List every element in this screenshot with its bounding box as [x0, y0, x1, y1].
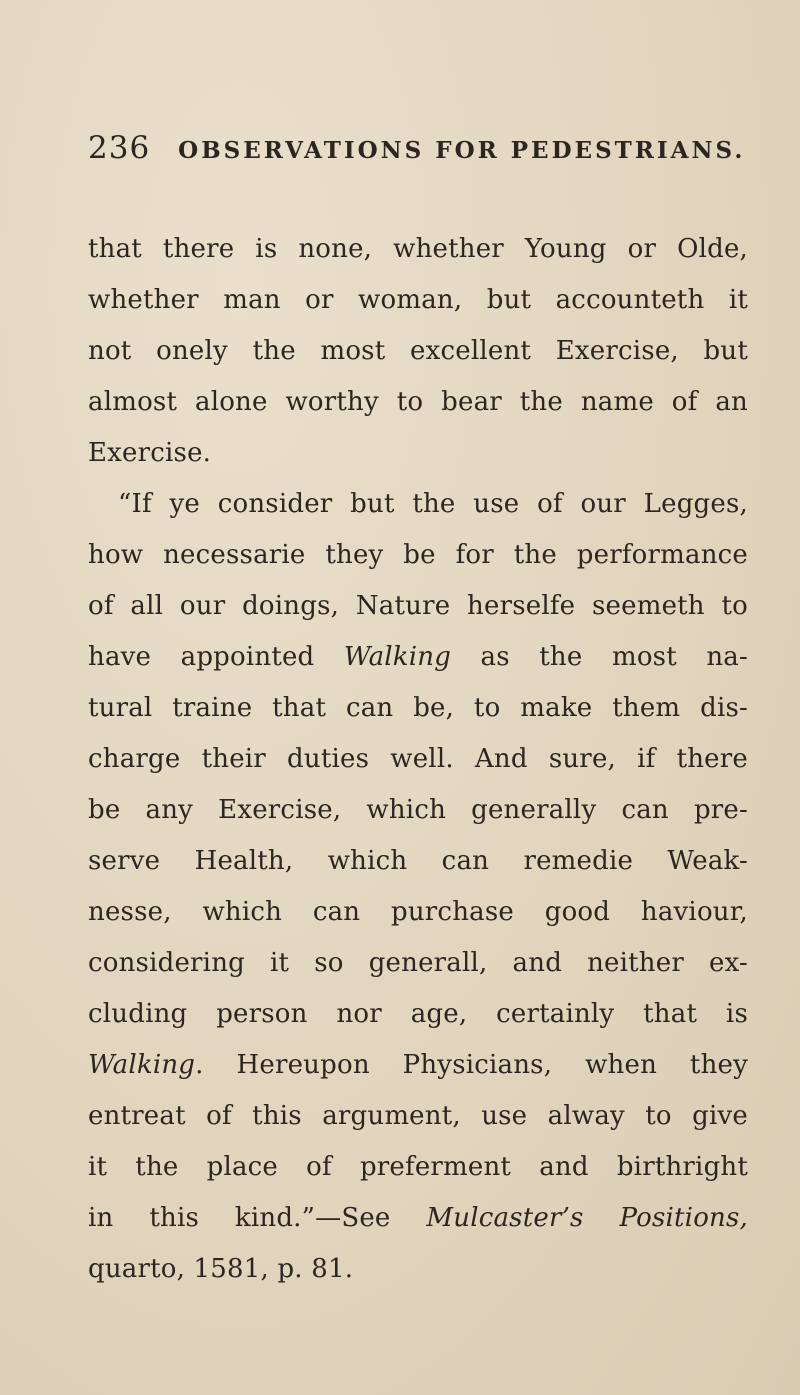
body-text [88, 224, 748, 1295]
italic-term: Walking [88, 1050, 196, 1080]
text-line: cluding person nor age, certainly that is [88, 999, 748, 1029]
text-line: whether man or woman, but accounteth it [88, 285, 748, 315]
text-line: charge their duties well. And sure, if there [88, 744, 748, 774]
text-line: not onely the most excellent Exercise, but [88, 336, 748, 366]
text-line: that there is none, whether Young or Olde, [88, 234, 748, 264]
running-title: OBSERVATIONS FOR PEDESTRIANS. [178, 137, 746, 164]
text-line: how necessarie they be for the performance [88, 540, 748, 570]
text-line [88, 1193, 748, 1244]
text-line: of all our doings, Nature herselfe seemeth to [88, 591, 748, 621]
text-line: be any Exercise, which generally can pre- [88, 795, 748, 825]
page-number: 236 [88, 130, 151, 166]
italic-citation: Mulcaster’s Positions, [426, 1203, 748, 1233]
text-segment: as the most na- [480, 642, 748, 672]
page-header [88, 130, 748, 174]
text-line: serve Health, which can remedie Weak- [88, 846, 748, 876]
text-line: nesse, which can purchase good haviour, [88, 897, 748, 927]
italic-term: Walking [343, 642, 452, 672]
text-segment: in this kind.”—See [88, 1203, 391, 1233]
text-line: “If ye consider but the use of our Legges, [118, 489, 748, 519]
text-line: Exercise. [88, 438, 212, 468]
text-line: almost alone worthy to bear the name of an [88, 387, 748, 417]
text-line: quarto, 1581, p. 81. [88, 1254, 354, 1284]
text-line [88, 632, 748, 683]
text-segment: . Hereupon Physicians, when they [195, 1050, 748, 1080]
text-line: entreat of this argument, use alway to give [88, 1101, 748, 1131]
text-line: tural traine that can be, to make them dis- [88, 693, 748, 723]
text-line: it the place of preferment and birthright [88, 1152, 748, 1182]
text-line: considering it so generall, and neither ex- [88, 948, 748, 978]
text-segment: have appointed [88, 642, 315, 672]
text-line [88, 1040, 748, 1091]
